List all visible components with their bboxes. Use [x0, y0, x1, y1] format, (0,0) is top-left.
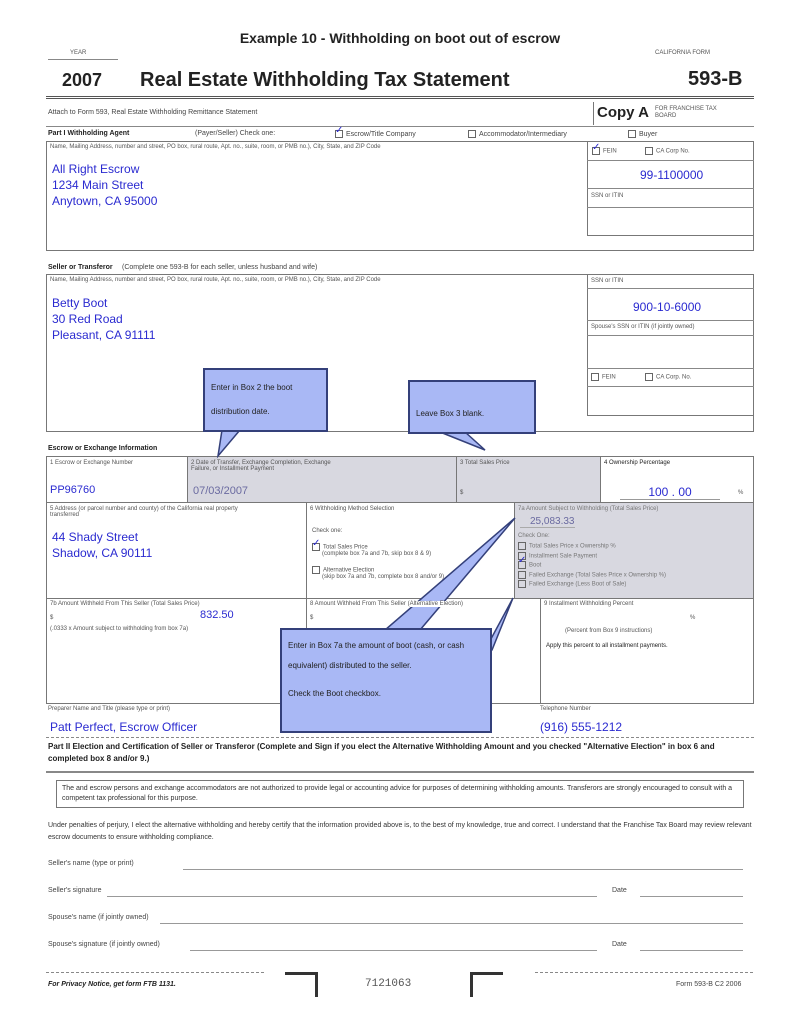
- form-year: 2007: [62, 70, 103, 90]
- copy-for: FOR FRANCHISE TAX BOARD: [655, 106, 717, 119]
- box5-label: 5 Address (or parcel number and county) of the California real property transferred: [50, 506, 238, 518]
- option-label: Boot: [529, 562, 542, 569]
- option-note: (skip box 7a and 7b, complete box 8 and/or 9): [322, 574, 445, 580]
- total-sales-price[interactable]: $: [460, 490, 464, 496]
- box4-label: 4 Ownership Percentage: [604, 460, 671, 466]
- box9-apply-note: Apply this percent to all installment payments.: [546, 643, 668, 649]
- box1-label: 1 Escrow or Exchange Number: [50, 460, 134, 466]
- part2-heading: Part II Election and Certification of Seller or Transferor (Complete and Sign if you elect the Alternative Withholding Amount and you checked "Alternative Election" in box 6 and completed box 8 and/or 9.): [48, 742, 715, 763]
- box7a-check-label: Check One:: [518, 533, 550, 539]
- address-line: 30 Red Road: [52, 312, 123, 326]
- ownership-percentage[interactable]: 100 . 00: [620, 485, 720, 500]
- address-line: 1234 Main Street: [52, 178, 144, 192]
- callout-pointer: [440, 432, 485, 450]
- option-label: Failed Exchange (Less Boot of Sale): [529, 581, 627, 588]
- option-label: Total Sales Price: [323, 544, 368, 551]
- callout-box3: Leave Box 3 blank.: [408, 380, 536, 434]
- box7a-amount[interactable]: 25,083.33: [520, 516, 575, 528]
- copy-label: Copy A: [597, 104, 649, 121]
- box2-label: 2 Date of Transfer, Exchange Completion, Exchange Failure, or Installment Payment: [191, 460, 331, 472]
- attach-note: Attach to Form 593, Real Estate Withholding Remittance Statement: [48, 109, 258, 116]
- california-form-label: CALIFORNIA FORM: [655, 50, 711, 56]
- escrow-number[interactable]: PP96760: [50, 484, 96, 496]
- callout-pointer: [385, 518, 515, 630]
- spouse-date-label: Date: [612, 941, 627, 948]
- option-label: Buyer: [639, 130, 658, 138]
- agent-ssn-label: SSN or ITIN: [591, 193, 624, 199]
- callout-box7a: [280, 628, 492, 733]
- box7a-label: 7a Amount Subject to Withholding (Total Sales Price): [518, 506, 659, 512]
- box6-label: 6 Withholding Method Selection: [310, 506, 395, 512]
- year-label: YEAR: [70, 50, 87, 56]
- box9-label: 9 Installment Withholding Percent: [544, 601, 634, 607]
- option-label: CA Corp. No.: [656, 374, 692, 381]
- box7b-label: 7b Amount Withheld From This Seller (Total Sales Price): [50, 601, 200, 607]
- percent-sign: %: [738, 490, 744, 496]
- option-label: Escrow/Title Company: [346, 130, 416, 138]
- form-code: 7121063: [365, 978, 412, 990]
- box7b-note: (.0333 x Amount subject to withholding from box 7a): [50, 626, 189, 632]
- form-title: Real Estate Withholding Tax Statement: [140, 69, 510, 91]
- box9-note: (Percent from Box 9 instructions): [565, 628, 653, 634]
- escrow-heading: Escrow or Exchange Information: [48, 445, 158, 452]
- option-label: FEIN: [602, 374, 616, 381]
- amount-withheld[interactable]: 832.50: [200, 609, 234, 621]
- address-line: Shadow, CA 90111: [52, 546, 153, 560]
- box8-label: 8 Amount Withheld From This Seller (Alternative Election): [310, 601, 463, 607]
- address-line: Betty Boot: [52, 296, 108, 310]
- seller-heading: Seller or Transferor: [48, 264, 113, 271]
- callout-box2: Enter in Box 2 the boot distribution date.: [203, 368, 328, 432]
- seller-name-label: Name, Mailing Address, number and street, PO box, rural route, Apt. no., suite, room, or PMB no.), City, State, and ZIP Code: [50, 277, 381, 283]
- option-label: FEIN: [603, 148, 617, 155]
- preparer-label: Preparer Name and Title (please type or print): [48, 706, 171, 712]
- spouse-ssn-label: Spouse's SSN or ITIN (if jointly owned): [591, 324, 695, 330]
- address-line: 44 Shady Street: [52, 530, 139, 544]
- example-title: Example 10 - Withholding on boot out of escrow: [239, 30, 561, 46]
- seller-note: (Complete one 593-B for each seller, unless husband and wife): [122, 264, 318, 271]
- privacy-notice: For Privacy Notice, get form FTB 1131.: [48, 981, 176, 988]
- dollar-sign: $: [50, 615, 54, 621]
- box3-label: 3 Total Sales Price: [460, 460, 510, 466]
- disclaimer: The and escrow persons and exchange accommodators are not authorized to provide legal or accounting advice for purposes of determining withholding amounts. Transferors are strongly encouraged to consult with a competent tax professional for this purpose.: [56, 780, 744, 808]
- callout-text: Enter in Box 7a the amount of boot (cash, or cash equivalent) distributed to the seller.: [288, 641, 465, 670]
- sellers-name-label: Seller's name (type or print): [48, 860, 134, 867]
- phone-number[interactable]: (916) 555-1212: [540, 720, 623, 734]
- box8-amount[interactable]: $: [310, 615, 314, 621]
- seller-ssn[interactable]: 900-10-6000: [633, 300, 702, 314]
- spouse-name-label: Spouse's name (if jointly owned): [48, 914, 149, 921]
- option-label: Alternative Election: [323, 567, 375, 574]
- address-line: All Right Escrow: [52, 162, 140, 176]
- agent-fein[interactable]: 99-1100000: [640, 168, 704, 182]
- preparer-name[interactable]: Patt Perfect, Escrow Officer: [50, 720, 198, 734]
- callout-text: Check the Boot checkbox.: [288, 689, 381, 698]
- address-line: Anytown, CA 95000: [52, 194, 158, 208]
- seller-date-label: Date: [612, 887, 627, 894]
- form-version: Form 593-B C2 2006: [676, 981, 742, 988]
- agent-name-label: Name, Mailing Address, number and street, PO box, rural route, Apt. no., suite, room, or PMB no.), City, State, and ZIP Code: [50, 144, 381, 150]
- spouse-signature-label: Spouse's signature (if jointly owned): [48, 941, 160, 948]
- option-label: Accommodator/Intermediary: [479, 130, 567, 138]
- option-label: Failed Exchange (Total Sales Price x Ownership %): [529, 572, 667, 579]
- option-label: CA Corp No.: [656, 148, 690, 155]
- option-label: Installment Sale Payment: [529, 553, 598, 560]
- phone-label: Telephone Number: [540, 706, 591, 712]
- part1-note: (Payer/Seller) Check one:: [195, 130, 276, 137]
- sellers-signature-label: Seller's signature: [48, 887, 102, 894]
- option-note: (complete box 7a and 7b, skip box 8 & 9): [322, 551, 432, 557]
- box6-check-label: Check one:: [312, 528, 343, 534]
- form-number: 593-B: [688, 68, 743, 90]
- address-line: Pleasant, CA 91111: [52, 328, 156, 342]
- perjury-statement: Under penalties of perjury, I elect the alternative withholding and hereby certify that the information provided above is, to the best of my knowledge, true and correct. I understand that the Franchise Tax Board may review relevant escrow documents to ensure withholding compliance.: [48, 822, 752, 841]
- part1-heading: Part I Withholding Agent: [48, 130, 130, 137]
- box9-percent[interactable]: %: [690, 615, 696, 621]
- option-label: Total Sales Price x Ownership %: [529, 543, 616, 550]
- transfer-date[interactable]: 07/03/2007: [193, 485, 249, 497]
- callout-pointer: [218, 430, 240, 456]
- seller-ssn-label: SSN or ITIN: [591, 278, 624, 284]
